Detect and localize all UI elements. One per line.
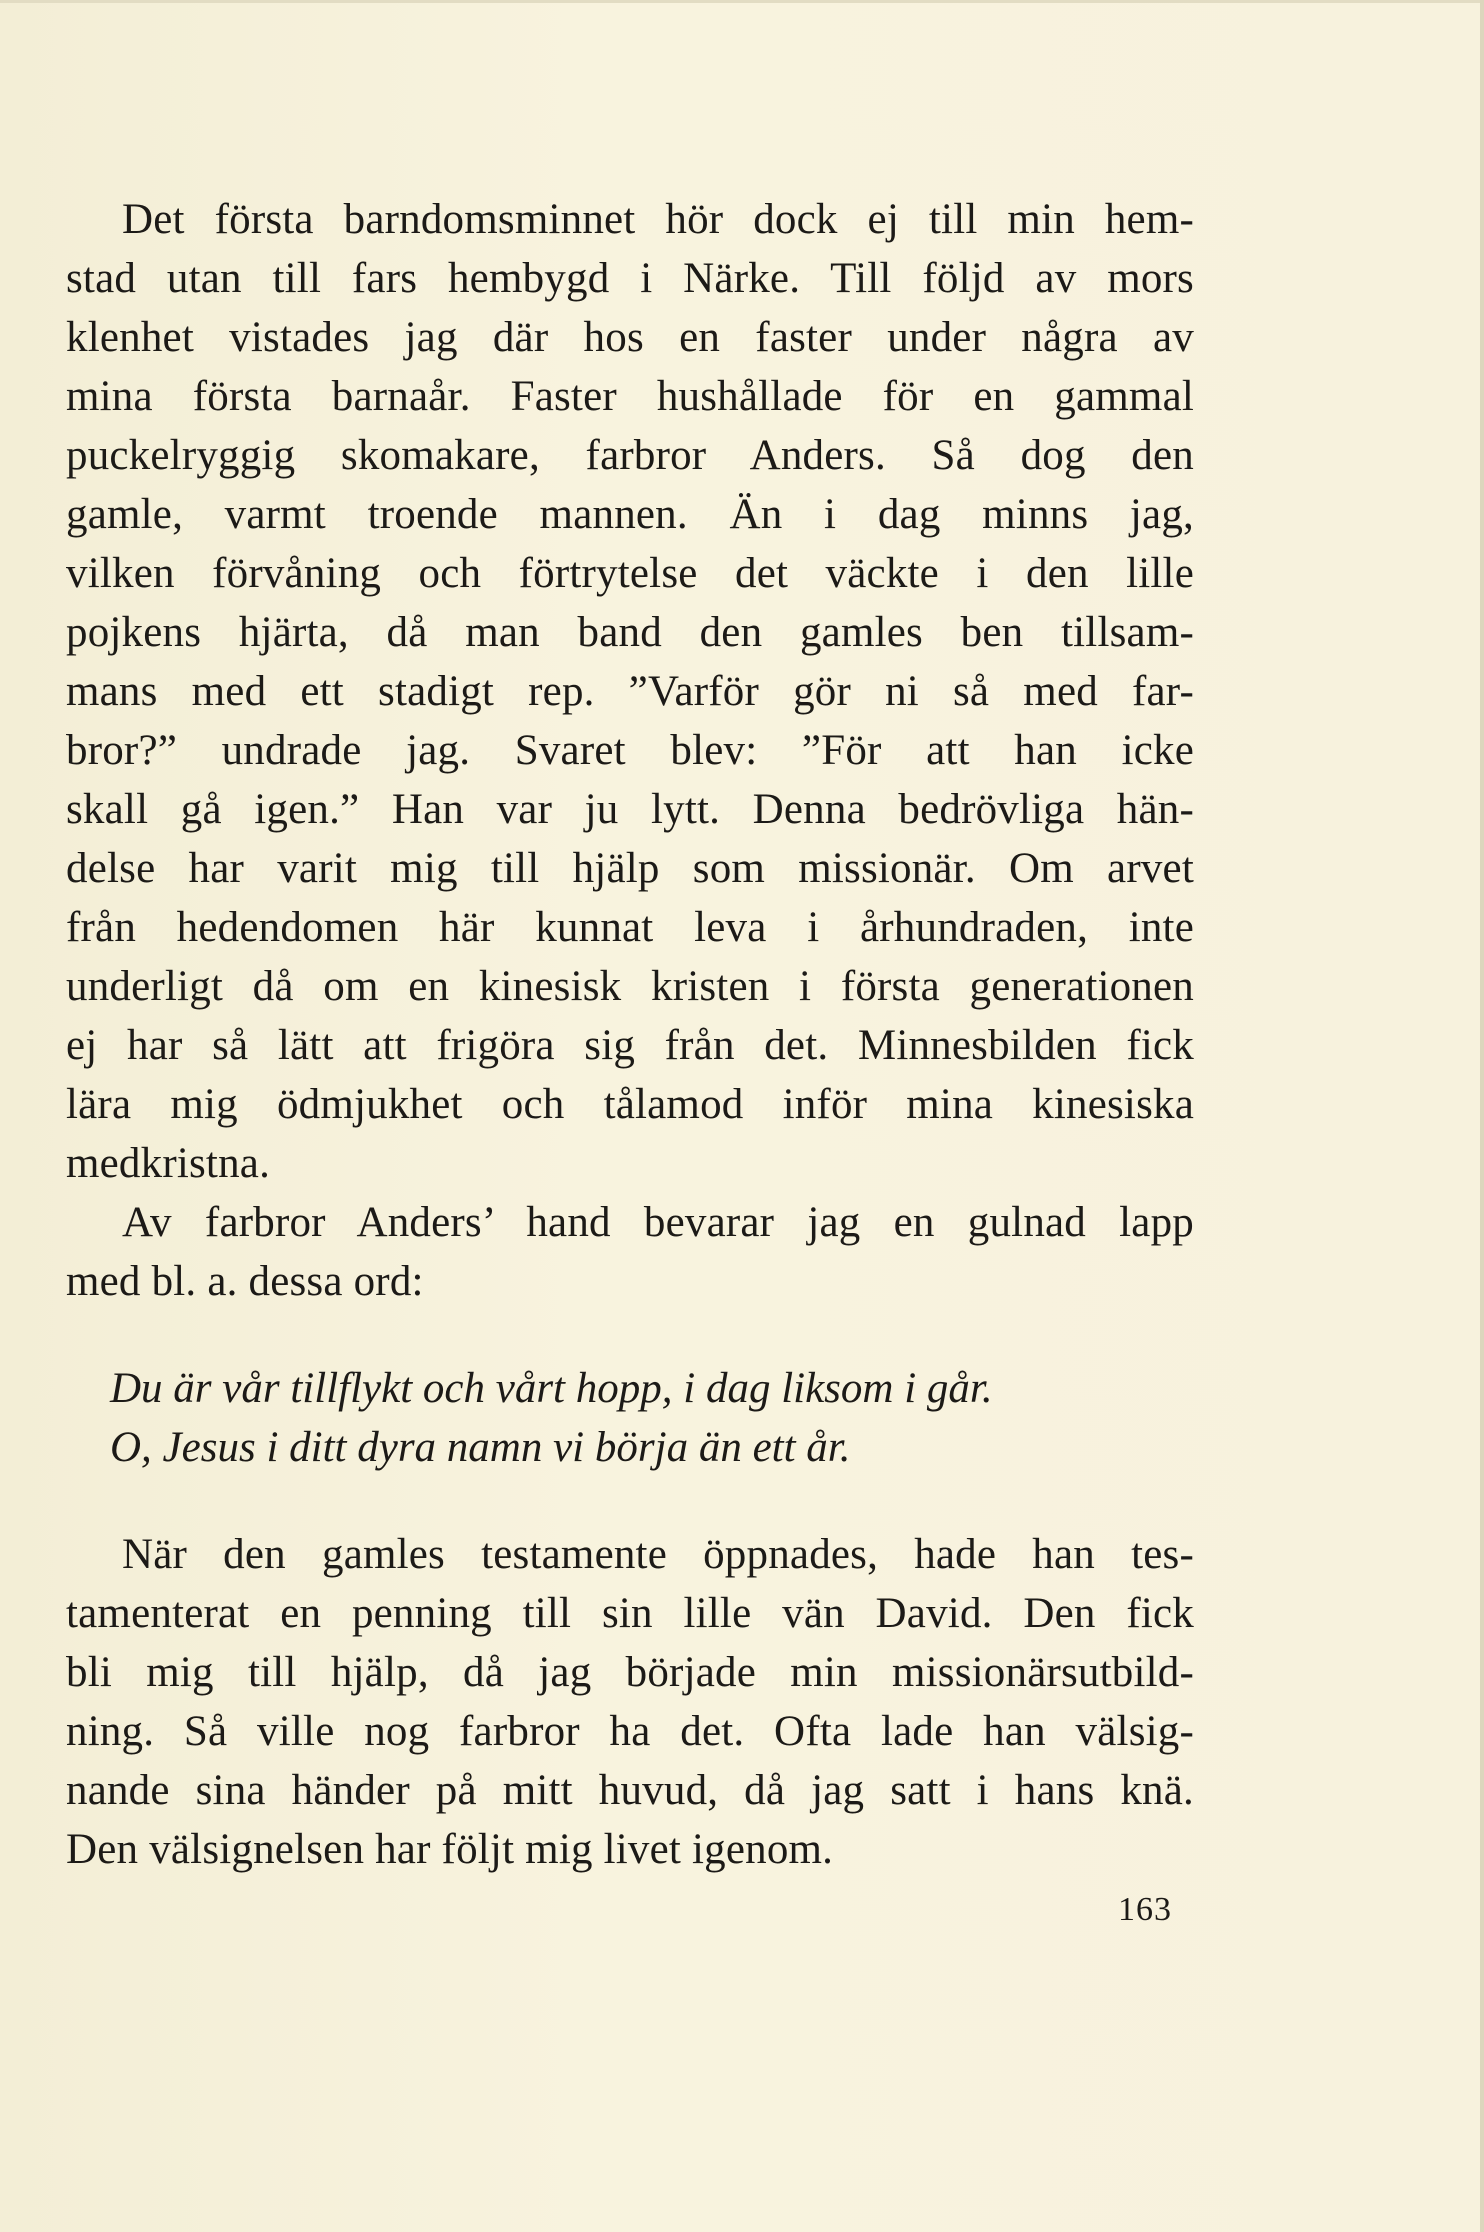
verse-quote [66, 1359, 1194, 1477]
text-line: stad utan till fars hembygd i Närke. Till följd av mors [66, 255, 1194, 302]
text-line: delse har varit mig till hjälp som missionär. Om arvet [66, 845, 1194, 892]
text-line: Av farbror Anders’ hand bevarar jag en gulnad lapp [122, 1199, 1194, 1246]
text-line: bror?” undrade jag. Svaret blev: ”För att han icke [66, 727, 1194, 774]
text-line: skall gå igen.” Han var ju lytt. Denna bedrövliga hän- [66, 786, 1194, 833]
text-line: mina första barnaår. Faster hushållade för en gammal [66, 373, 1194, 420]
text-line: Den välsignelsen har följt mig livet igenom. [66, 1826, 834, 1873]
text-line: med bl. a. dessa ord: [66, 1258, 424, 1305]
text-line: ning. Så ville nog farbror ha det. Ofta lade han välsig- [66, 1708, 1194, 1755]
verse-line: Du är vår tillflykt och vårt hopp, i dag liksom i går. [110, 1365, 993, 1412]
page-number: 163 [1118, 1891, 1172, 1928]
text-line: vilken förvåning och förtrytelse det väckte i den lille [66, 550, 1194, 597]
text-line: bli mig till hjälp, då jag började min missionärsutbild- [66, 1649, 1194, 1696]
text-line: gamle, varmt troende mannen. Än i dag minns jag, [66, 491, 1194, 538]
text-line: ej har så lätt att frigöra sig från det. Minnesbilden fick [66, 1022, 1194, 1069]
text-line: nande sina händer på mitt huvud, då jag satt i hans knä. [66, 1767, 1194, 1814]
text-line: mans med ett stadigt rep. ”Varför gör ni så med far- [66, 668, 1194, 715]
page-right-edge [1480, 0, 1484, 2232]
body-text [66, 190, 1194, 1879]
paragraph-2 [66, 1193, 1194, 1311]
text-line: klenhet vistades jag där hos en faster under några av [66, 314, 1194, 361]
text-line: lära mig ödmjukhet och tålamod inför mina kinesiska [66, 1081, 1194, 1128]
page-top-edge [0, 0, 1484, 3]
paragraph-1 [66, 190, 1194, 1193]
verse-line: O, Jesus i ditt dyra namn vi börja än ett år. [110, 1424, 851, 1471]
text-line: tamenterat en penning till sin lille vän David. Den fick [66, 1590, 1194, 1637]
text-line: underligt då om en kinesisk kristen i första generationen [66, 963, 1194, 1010]
text-line: pojkens hjärta, då man band den gamles ben tillsam- [66, 609, 1194, 656]
paragraph-3 [66, 1525, 1194, 1879]
text-line: medkristna. [66, 1140, 271, 1187]
text-line: Det första barndomsminnet hör dock ej till min hem- [122, 196, 1194, 243]
text-line: När den gamles testamente öppnades, hade han tes- [122, 1531, 1194, 1578]
text-line: från hedendomen här kunnat leva i århundraden, inte [66, 904, 1194, 951]
text-line: puckelryggig skomakare, farbror Anders. Så dog den [66, 432, 1194, 479]
